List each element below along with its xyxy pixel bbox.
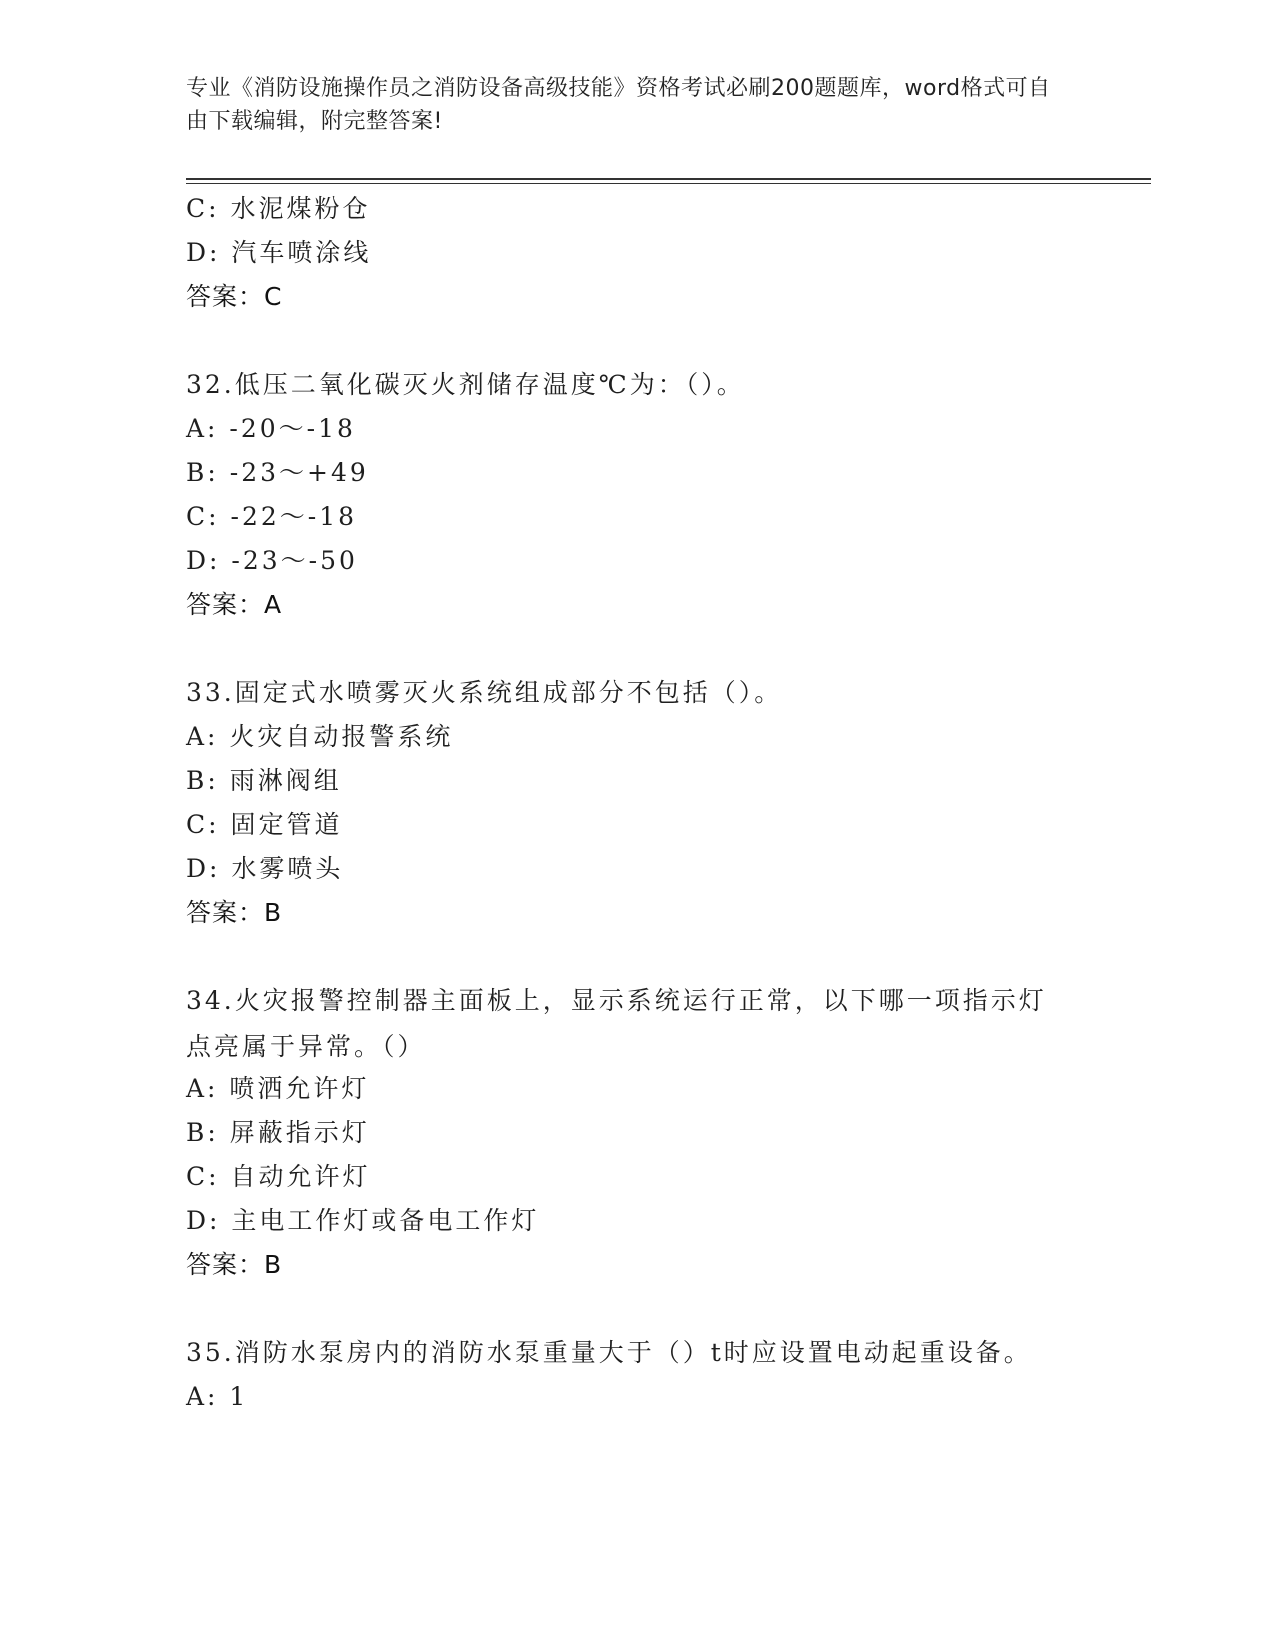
question-33: 33.固定式水喷雾灭火系统组成部分不包括（）。 xyxy=(186,678,783,707)
option-a: A: 喷洒允许灯 xyxy=(186,1074,370,1103)
option-c: C: -22～-18 xyxy=(186,502,358,531)
option-b: B: 雨淋阀组 xyxy=(186,766,342,795)
answer-line: 答案：A xyxy=(186,590,283,619)
question-32: 32.低压二氧化碳灭火剂储存温度℃为：（）。 xyxy=(186,370,745,399)
option-d: D: -23～-50 xyxy=(186,546,358,575)
question-34: 34.火灾报警控制器主面板上，显示系统运行正常，以下哪一项指示灯点亮属于异常。（） xyxy=(186,986,1047,1061)
question-35: 35.消防水泵房内的消防水泵重量大于（）t时应设置电动起重设备。 xyxy=(186,1338,1032,1367)
option-b: B: 屏蔽指示灯 xyxy=(186,1118,370,1147)
option-c: C: 固定管道 xyxy=(186,810,343,839)
option-a: A: 火灾自动报警系统 xyxy=(186,722,454,751)
option-a: A: -20～-18 xyxy=(186,414,356,443)
option-d: D: 汽车喷涂线 xyxy=(186,238,372,267)
option-d: D: 水雾喷头 xyxy=(186,854,344,883)
answer-line: 答案：B xyxy=(186,898,283,927)
header-rule-thick xyxy=(186,178,1151,180)
option-c: C: 自动允许灯 xyxy=(186,1162,371,1191)
option-c: C: 水泥煤粉仓 xyxy=(186,194,371,223)
option-a: A: 1 xyxy=(186,1382,249,1411)
document-header: 专业《消防设施操作员之消防设备高级技能》资格考试必刷200题题库，word格式可自由下载编辑，附完整答案! xyxy=(186,76,1051,134)
answer-line: 答案：C xyxy=(186,282,283,311)
option-d: D: 主电工作灯或备电工作灯 xyxy=(186,1206,540,1235)
answer-line: 答案：B xyxy=(186,1250,283,1279)
header-rule-thin xyxy=(186,183,1151,184)
option-b: B: -23～+49 xyxy=(186,458,369,487)
